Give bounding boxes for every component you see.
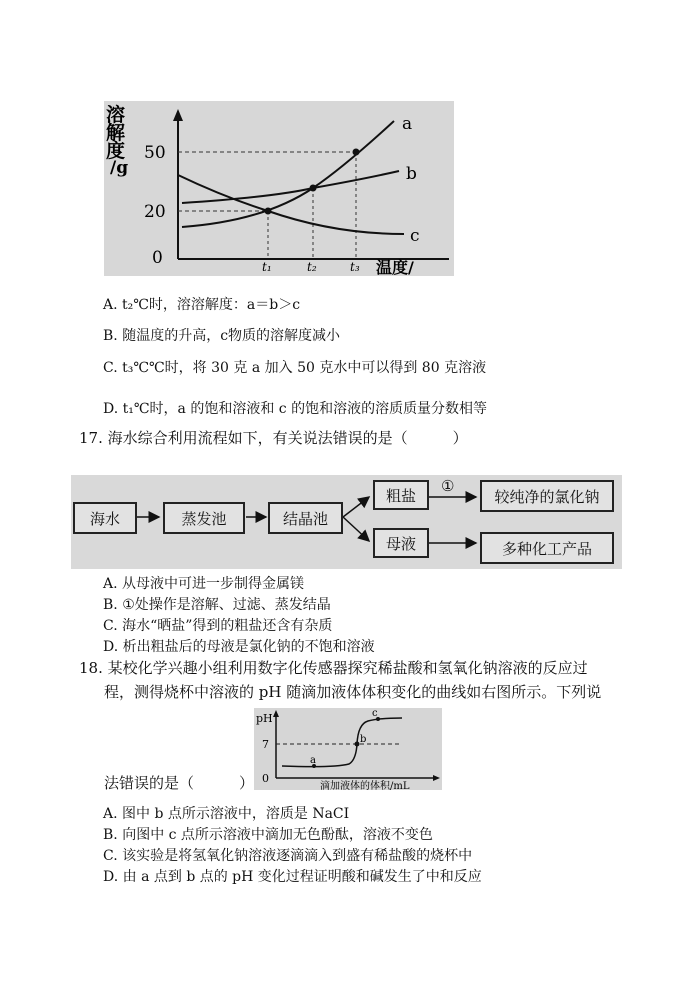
flow-mother-liquor: 母液 [373,528,429,558]
curve-b [182,171,399,203]
flow-pure-nacl: 较纯净的氯化钠 [480,480,614,512]
ph-curve [282,718,402,767]
q16-option-d: D. t₁℃时，a 的饱和溶液和 c 的饱和溶液的溶质质量分数相等 [103,401,488,417]
label-a: a [402,114,413,134]
xlabel: 温度/ [376,258,414,276]
point-c-label: c [372,708,378,719]
ph-ylabel: pH [256,712,273,725]
q18-stem-line2: 程，测得烧杯中溶液的 pH 随滴加液体体积变化的曲线如右图所示。下列说 [104,683,602,701]
ytick-0: 0 [152,248,163,268]
flow-crude-salt: 粗盐 [373,480,429,510]
ytick-20: 20 [144,202,166,222]
q16-option-b: B. 随温度的升高，c物质的溶解度减小 [103,328,341,344]
xtick-t1: t₁ [262,260,272,274]
q17-stem: 17. 海水综合利用流程如下，有关说法错误的是（ ） [79,429,468,447]
ph-xlabel: 滴加液体的体积/mL [320,781,410,790]
q16-option-a: A. t₂℃时，溶溶解度：a＝b＞c [103,297,301,313]
q18-option-d: D. 由 a 点到 b 点的 pH 变化过程证明酸和碱发生了中和反应 [103,869,482,885]
flow-evaporation-pond: 蒸发池 [163,502,245,534]
label-b: b [406,164,417,184]
q17-option-b: B. ①处操作是溶解、过滤、蒸发结晶 [103,597,331,613]
point-b-label: b [360,734,367,745]
graph-ylabel-3: 度 [106,140,126,162]
label-c: c [410,226,420,246]
ph-tick-7: 7 [262,738,269,751]
flow-step-1: ① [441,477,455,495]
q17-option-c: C. 海水“晒盐”得到的粗盐还含有杂质 [103,618,333,634]
q18-stem-line1: 18. 某校化学兴趣小组利用数字化传感器探究稀盐酸和氢氧化钠溶液的反应过 [79,659,588,677]
graph-ylabel-1: 溶 [106,104,126,126]
xtick-t2: t₂ [307,260,317,274]
ph-origin: 0 [262,772,269,785]
ytick-50: 50 [144,143,166,163]
graph-ylabel-2: 解 [106,122,126,144]
xtick-t3: t₃ [350,260,360,274]
q16-option-c: C. t₃℃℃时，将 30 克 a 加入 50 克水中可以得到 80 克溶液 [103,360,487,376]
flow-seawater: 海水 [73,502,137,534]
graph-ylabel-4: /g [110,158,129,178]
flow-diagram [71,475,622,569]
q17-option-a: A. 从母液中可进一步制得金属镁 [103,576,305,592]
q18-option-a: A. 图中 b 点所示溶液中，溶质是 NaCI [103,806,350,822]
solubility-graph [104,101,454,276]
curve-c [178,175,404,234]
ph-graph [254,708,442,790]
point-a-label: a [310,755,316,766]
q18-stem-line3: 法错误的是（ ） [104,774,255,792]
q18-option-b: B. 向图中 c 点所示溶液中滴加无色酚酞，溶液不变色 [103,827,433,843]
flow-crystallization-pond: 结晶池 [268,502,343,534]
flow-chemical-products: 多种化工产品 [480,532,614,564]
q17-option-d: D. 析出粗盐后的母液是氯化钠的不饱和溶液 [103,639,375,655]
q18-option-c: C. 该实验是将氢氧化钠溶液逐滴滴入到盛有稀盐酸的烧杯中 [103,848,473,864]
